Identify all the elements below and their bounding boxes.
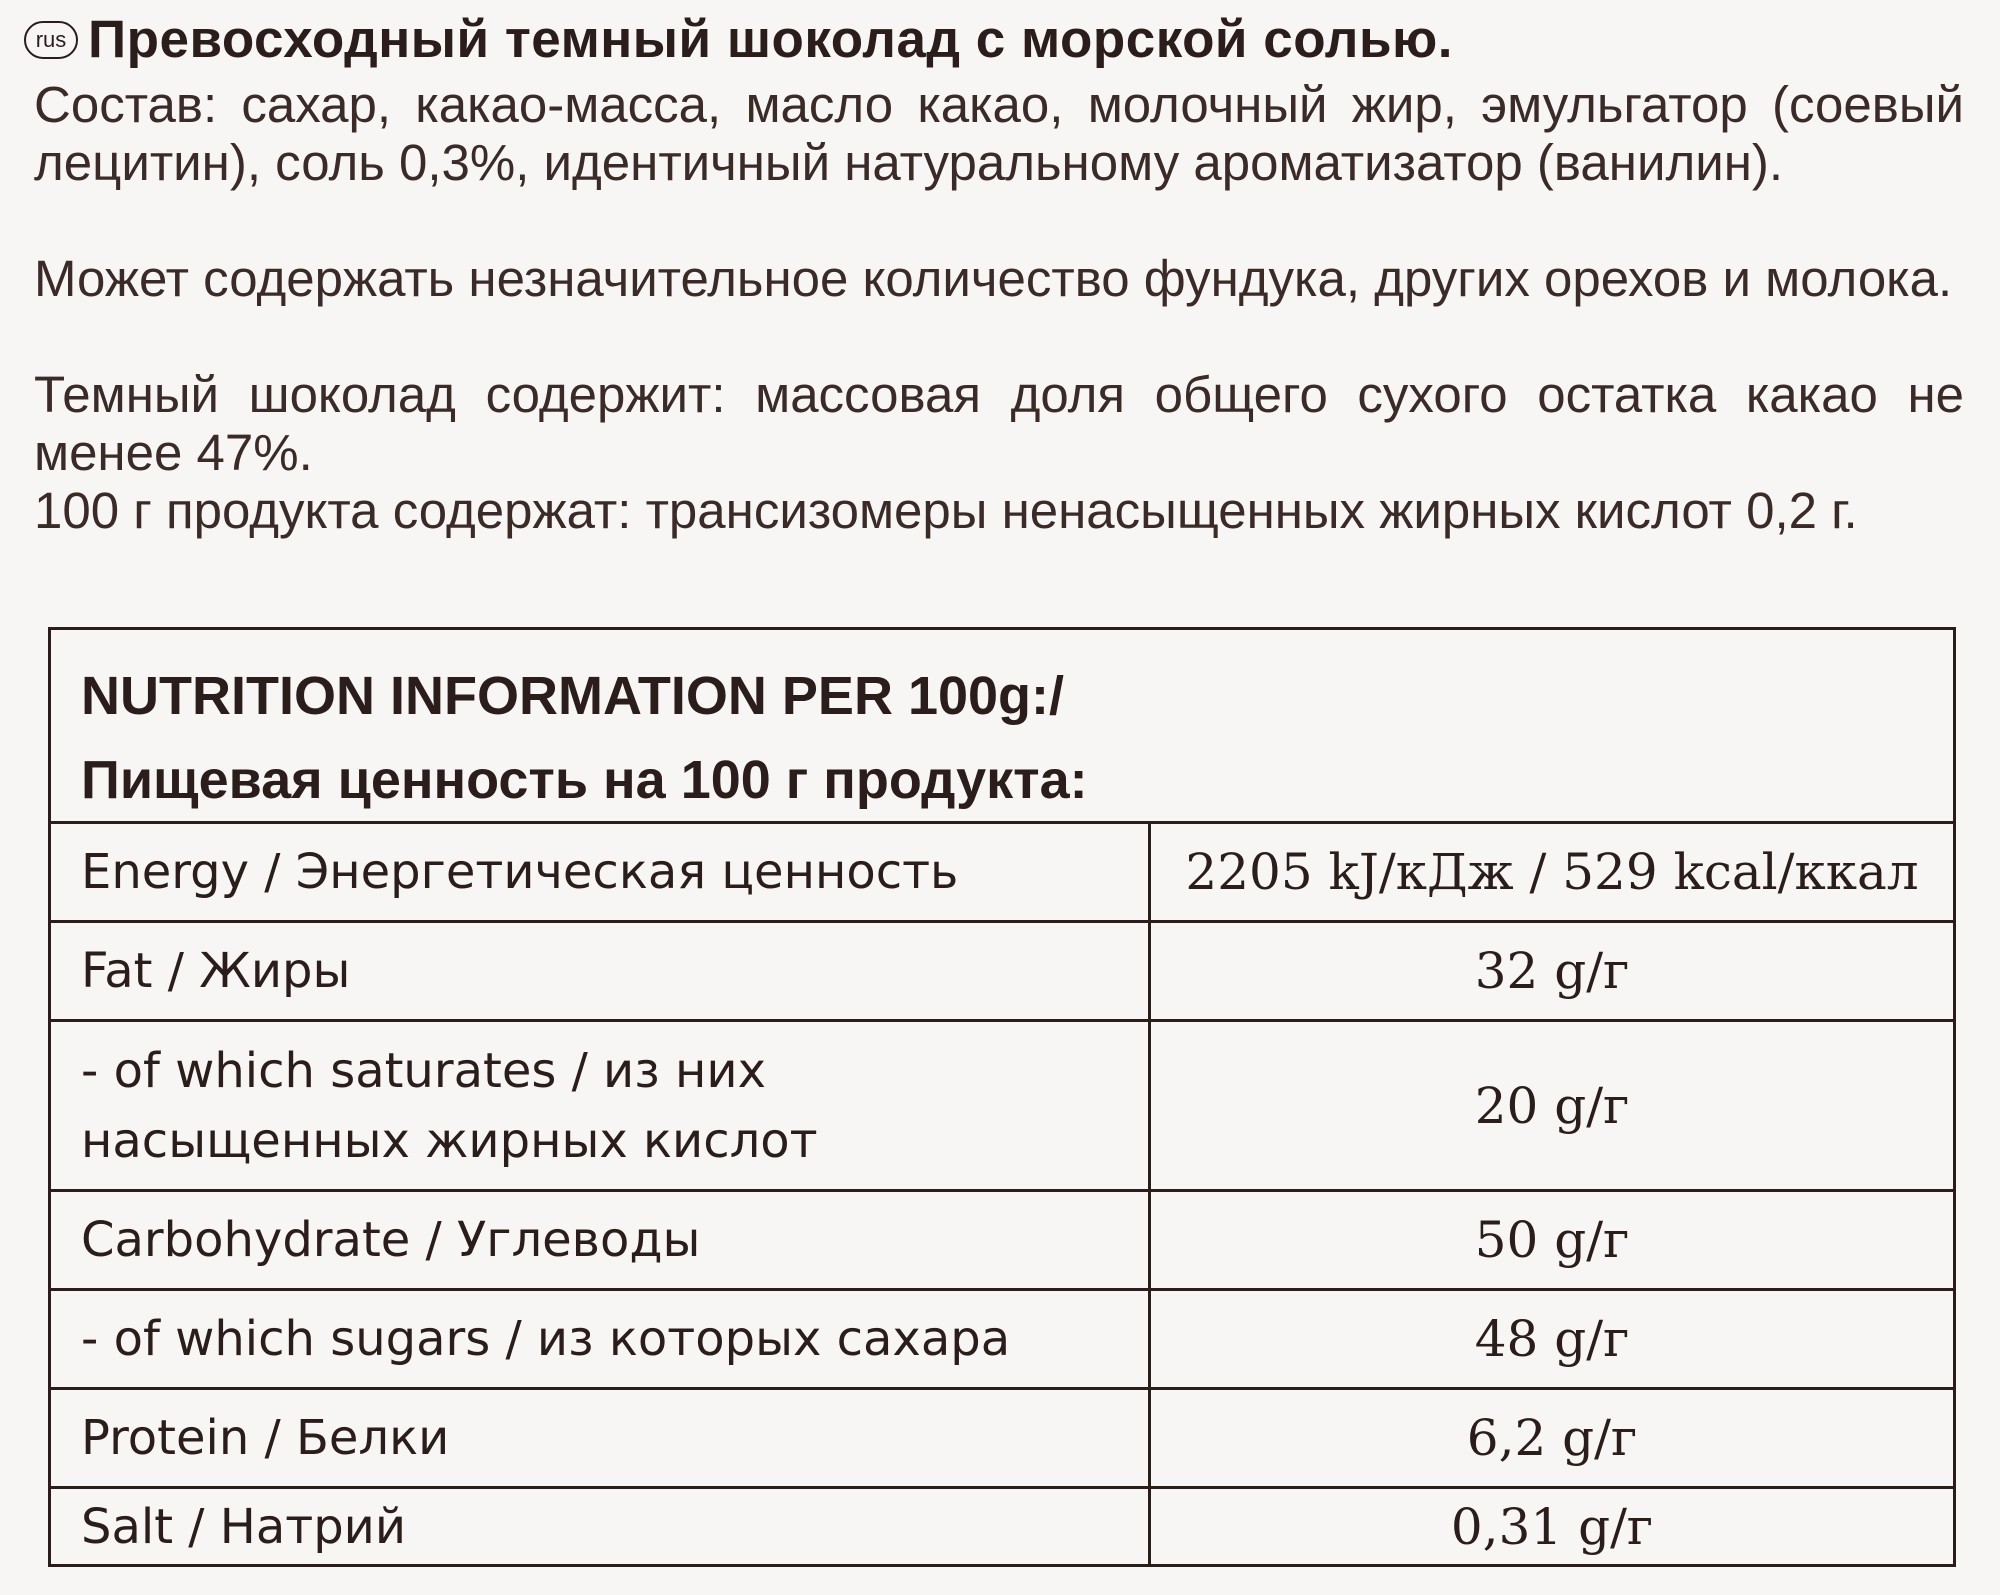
trans-fat-text: 100 г продукта содержат: трансизомеры ненасыщенных жирных кислот 0,2 г. bbox=[34, 482, 1858, 539]
nutrient-label: Fat / Жиры bbox=[51, 923, 1151, 1019]
table-row bbox=[51, 1022, 1953, 1192]
nutrition-heading-en: NUTRITION INFORMATION PER 100g:/ bbox=[81, 666, 1065, 726]
language-badge: rus bbox=[24, 21, 78, 59]
title-row bbox=[24, 10, 1453, 70]
table-row bbox=[51, 923, 1953, 1022]
table-row bbox=[51, 824, 1953, 923]
nutrient-label: Protein / Белки bbox=[51, 1390, 1151, 1486]
nutrient-value: 6,2 g/г bbox=[1466, 1409, 1638, 1467]
product-title: Превосходный темный шоколад с морской солью. bbox=[88, 10, 1454, 69]
table-row bbox=[51, 1390, 1953, 1489]
table-row bbox=[51, 1192, 1953, 1291]
nutrition-table bbox=[48, 627, 1956, 1567]
nutrient-label: Salt / Натрий bbox=[51, 1489, 1151, 1564]
nutrient-label: - of which sugars / из которых сахара bbox=[51, 1291, 1151, 1387]
nutrition-table-heading bbox=[51, 630, 1953, 824]
nutrient-value: 50 g/г bbox=[1474, 1211, 1630, 1269]
nutrient-label: - of which saturates / из них насыщенных жирных кислот bbox=[51, 1022, 1151, 1189]
ingredients-text: Состав: сахар, какао-масса, масло какао, молочный жир, эмульгатор (соевый лецитин), соль 0,3%, идентичный натуральному ароматизатор (ванилин). bbox=[34, 76, 1964, 191]
nutrient-value: 48 g/г bbox=[1474, 1310, 1630, 1368]
nutrient-label: Carbohydrate / Углеводы bbox=[51, 1192, 1151, 1288]
allergen-text: Может содержать незначительное количество фундука, других орехов и молока. bbox=[34, 250, 1953, 307]
nutrient-value: 0,31 g/г bbox=[1450, 1497, 1654, 1556]
nutrient-value: 20 g/г bbox=[1474, 1076, 1630, 1135]
nutrient-value: 2205 kJ/кДж / 529 kcal/ккал bbox=[1185, 843, 1919, 901]
table-row bbox=[51, 1489, 1953, 1564]
nutrient-value: 32 g/г bbox=[1474, 942, 1630, 1000]
nutrient-label: Energy / Энергетическая ценность bbox=[51, 824, 1151, 920]
table-row bbox=[51, 1291, 1953, 1390]
cocoa-content-text: Темный шоколад содержит: массовая доля общего сухого остатка какао не менее 47%. bbox=[34, 366, 1964, 481]
nutrition-heading-ru: Пищевая ценность на 100 г продукта: bbox=[81, 750, 1088, 810]
